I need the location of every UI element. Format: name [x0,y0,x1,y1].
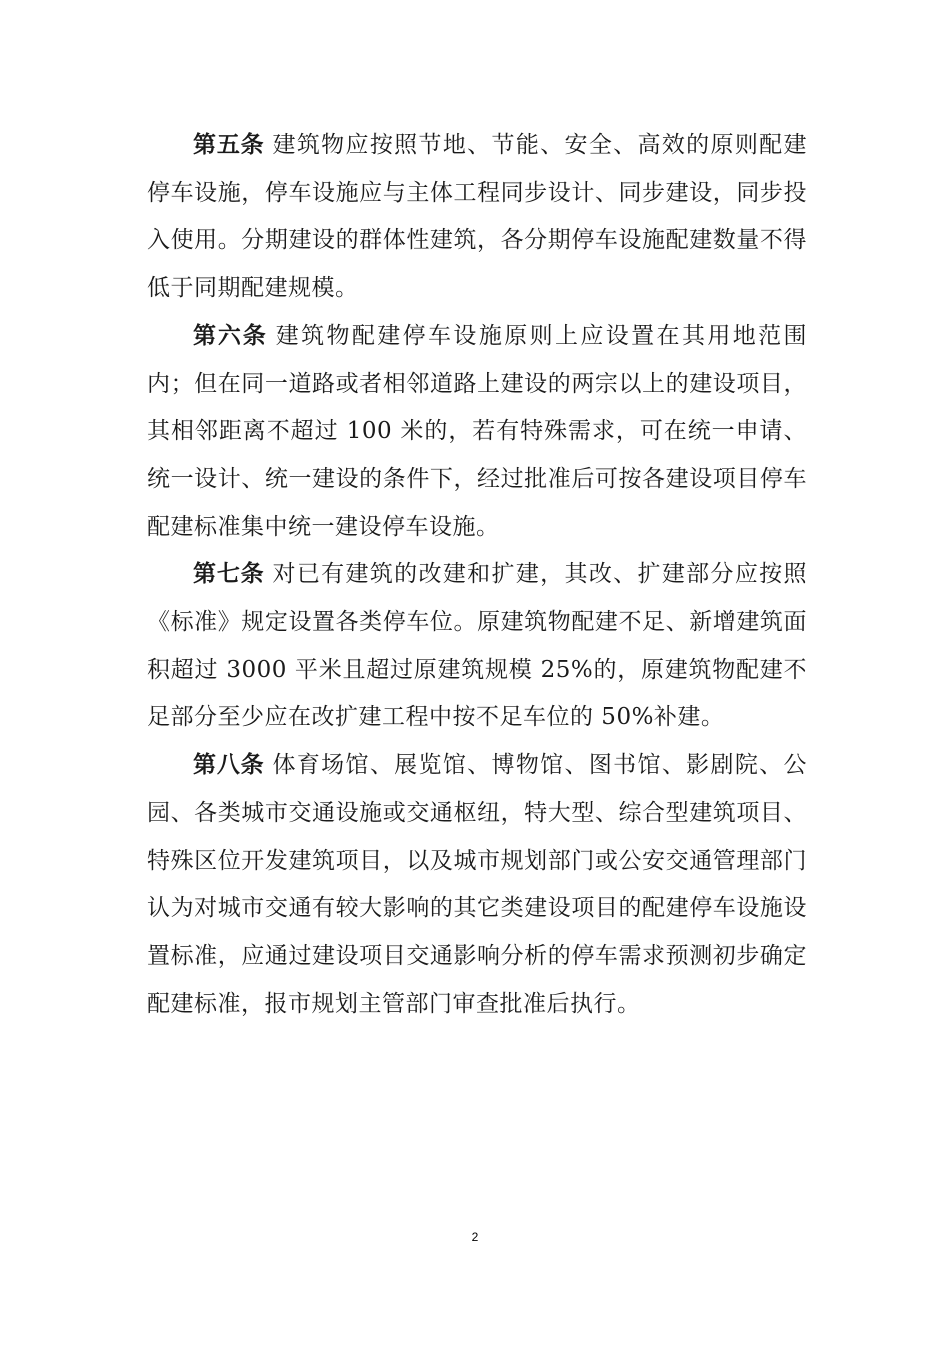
article-text: 对已有建筑的改建和扩建，其改、扩建部分应按照《标准》规定设置各类停车位。原建筑物配建不足、新增建筑面积超过 3000 平米且超过原建筑规模 25%的，原建筑物配建不足部分至少应在改扩建工程中按不足车位的 50%补建。 [147,561,807,731]
article-heading: 第七条 [193,561,265,588]
article-text: 建筑物配建停车设施原则上应设置在其用地范围内；但在同一道路或者相邻道路上建设的两宗以上的建设项目，其相邻距离不超过 100 米的，若有特殊需求，可在统一申请、统一设计、统一建设的条件下，经过批准后可按各建设项目停车配建标准集中统一建设停车设施。 [147,322,808,540]
article-heading: 第八条 [193,752,265,779]
article-8 [147,742,807,1028]
article-text: 建筑物应按照节地、节能、安全、高效的原则配建停车设施，停车设施应与主体工程同步设计、同步建设，同步投入使用。分期建设的群体性建筑，各分期停车设施配建数量不得低于同期配建规模。 [147,132,807,302]
article-7 [147,551,807,742]
document-body [147,122,807,1028]
article-heading: 第五条 [193,132,265,158]
page-number: 2 [471,1230,479,1244]
article-5 [147,122,807,313]
article-text: 体育场馆、展览馆、博物馆、图书馆、影剧院、公园、各类城市交通设施或交通枢纽，特大型、综合型建筑项目、特殊区位开发建筑项目，以及城市规划部门或公安交通管理部门认为对城市交通有较大影响的其它类建设项目的配建停车设施设置标准，应通过建设项目交通影响分析的停车需求预测初步确定配建标准，报市规划主管部门审查批准后执行。 [147,752,807,1017]
article-6 [147,313,807,552]
article-heading: 第六条 [193,322,268,349]
